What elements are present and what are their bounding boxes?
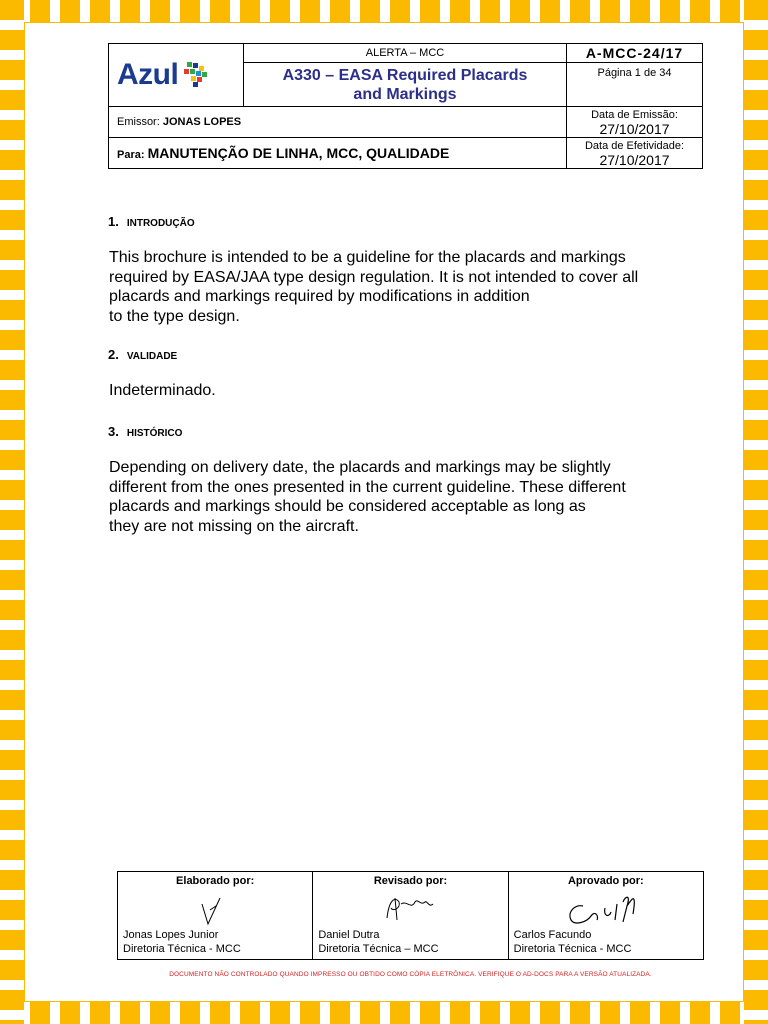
body-line: they are not missing on the aircraft. (109, 517, 359, 535)
data-efetividade-value: 27/10/2017 (599, 152, 670, 168)
section-body-historico (109, 458, 719, 536)
signer-info (123, 928, 241, 956)
section-title: HISTÓRICO (126, 428, 183, 439)
logo-cell (109, 44, 244, 107)
data-emissao-cell (567, 107, 703, 138)
signer-role: Diretoria Técnica - MCC (513, 943, 632, 955)
section-number: 2. (108, 347, 119, 362)
signature-heading: Revisado por: (373, 875, 448, 887)
data-efetividade-label: Data de Efetividade: (584, 140, 685, 152)
body-line: required by EASA/JAA type design regulation. It is not intended to cover all (109, 268, 639, 286)
signature-jonas-image (198, 890, 238, 930)
signature-cell-elaborado (118, 872, 313, 960)
para-label: Para: (117, 149, 148, 161)
title-line-2: and Markings (353, 85, 457, 103)
alerta-label: ALERTA – MCC (244, 44, 567, 63)
body-line: This brochure is intended to be a guideline for the placards and markings (109, 249, 626, 266)
section-title: VALIDADE (126, 351, 178, 362)
body-line: placards and markings should be considered acceptable as long as (109, 498, 586, 515)
azul-logo-text: Azul (117, 58, 179, 91)
signature-cell-revisado (313, 872, 508, 960)
signer-name: Daniel Dutra (318, 929, 380, 941)
signature-heading: Aprovado por: (567, 875, 644, 887)
data-emissao-value: 27/10/2017 (599, 121, 670, 137)
section-heading-validade (108, 347, 177, 362)
uncontrolled-document-disclaimer: DOCUMENTO NÃO CONTROLADO QUANDO IMPRESSO OU OBTIDO COMO CÓPIA ELETRÔNICA. VERIFIQUE O AD-DOCS PARA A VERSÃO ATUALIZADA. (169, 971, 652, 978)
emissor-value: JONAS LOPES (162, 116, 242, 128)
section-number: 3. (108, 424, 119, 439)
signature-daniel-image (381, 890, 441, 925)
body-line: placards and markings required by modifications in addition (109, 288, 530, 305)
signer-name: Jonas Lopes Junior (123, 929, 219, 941)
document-header-table (108, 43, 703, 169)
signer-role: Diretoria Técnica – MCC (318, 943, 439, 955)
signer-role: Diretoria Técnica - MCC (123, 943, 241, 955)
signature-cell-aprovado (508, 872, 703, 960)
signature-table (117, 871, 704, 960)
section-heading-introducao (108, 214, 195, 229)
section-title: INTRODUÇÃO (126, 218, 195, 229)
section-body-introducao (109, 248, 719, 326)
section-heading-historico (108, 424, 182, 439)
signer-info (514, 928, 632, 956)
body-line: to the type design. (109, 307, 240, 325)
brazil-map-logo-icon (181, 60, 211, 90)
para-value: MANUTENÇÃO DE LINHA, MCC, QUALIDADE (147, 145, 450, 161)
emissor-label: Emissor: (117, 116, 163, 128)
body-line: Indeterminado. (109, 382, 216, 399)
title-line-1: A330 – EASA Required Placards (282, 66, 528, 84)
data-emissao-label: Data de Emissão: (591, 109, 678, 121)
section-body-validade (109, 381, 719, 401)
page-number: Página 1 de 34 (567, 63, 703, 107)
emissor-cell (109, 107, 567, 138)
body-line: different from the ones presented in the current guideline. These different (109, 478, 626, 496)
signature-carlos-image (561, 886, 651, 931)
body-line: Depending on delivery date, the placards and markings may be slightly (109, 459, 611, 476)
signature-heading: Elaborado por: (176, 875, 255, 887)
document-title (244, 63, 567, 107)
signer-info (318, 928, 438, 956)
section-number: 1. (108, 214, 119, 229)
document-code: A-MCC-24/17 (567, 44, 703, 63)
data-efetividade-cell (567, 138, 703, 169)
para-cell (109, 138, 567, 169)
signer-name: Carlos Facundo (513, 929, 592, 941)
